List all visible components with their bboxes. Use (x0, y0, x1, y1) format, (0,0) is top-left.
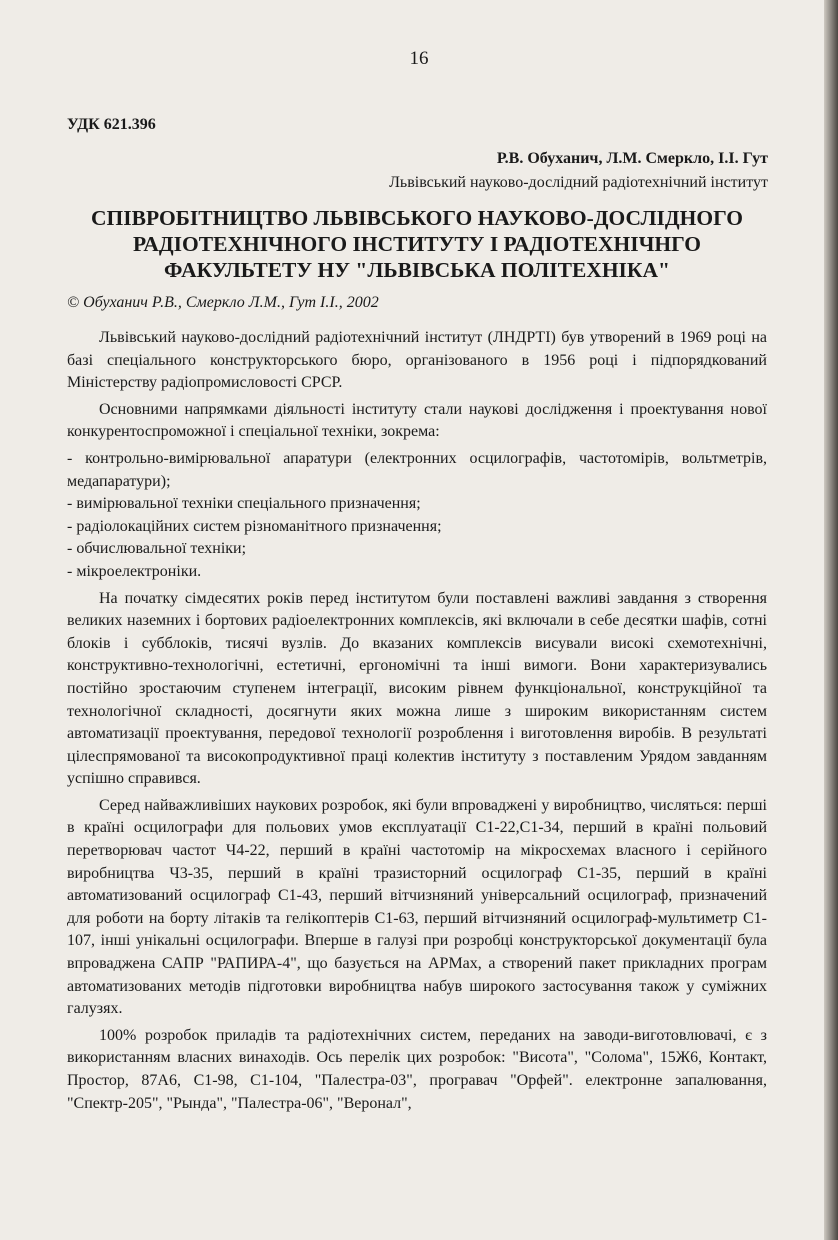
paragraph-directions: Основними напрямками діяльності інституту стали наукові дослідження і проектування нової конкурентоспроможної і спеціальної техніки, зокрема: (67, 400, 767, 441)
list-item: - радіолокаційних систем різноманітного призначення; (67, 517, 442, 535)
udc-code: УДК 621.396 (67, 116, 156, 133)
list-item: - обчислювальної техніки; (67, 540, 247, 558)
copyright-line: © Обуханич Р.В., Смеркло Л.М., Гут І.І., 2002 (67, 294, 379, 311)
paragraph-intro: Львівський науково-дослідний радіотехнічний інститут (ЛНДРТІ) був утворений в 1969 році на базі спеціального конструкторського бюро, організованого в 1956 році і підпорядкований Міністерству радіопромисловості СРСР. (67, 329, 767, 392)
paragraph-inventions: 100% розробок приладів та радіотехнічних систем, переданих на заводи-виготовлювачі, є з використанням власних винаходів. Ось перелік цих розробок: "Висота", "Солома", 15Ж6, Контакт, Простор, 87А6, С1-98, С1-104, "Палестра-03", програвач "Орфей". електронне запалювання, "Спектр-205", "Рында", "Палестра-06", "Веронал", (67, 1026, 767, 1112)
list-item: - вимірювальної техніки спеціального призначення; (67, 495, 421, 513)
page-number: 16 (409, 48, 429, 69)
authors: Р.В. Обуханич, Л.М. Смеркло, І.І. Гут (496, 150, 768, 167)
paragraph-developments: Серед найважливіших наукових розробок, які були впроваджені у виробництво, числяться: перші в країні осцилографи для польових умов експлуатації С1-22,С1-34, перший в країні польовий перетворювач частот Ч4-22, перший в країні частотомір на мікросхемах власного і серійного виробництва Ч3-35, перший в країні тразисторний осцилограф С1-35, перший в країні автоматизований осцилограф С1-43, перший вітчизняний універсальний осцилограф, призначений для роботи на борту літаків та гелікоптерів С1-63, перший вітчизняний осцилограф-мультиметр С1-107, інші унікальні осцилографи. Вперше в галузі при розробці конструкторської документації була впроваджена САПР "РАПИРА-4", що базується на АРМах, а створений пакет прикладних програм автоматизованих методів підготовки виробництва набув широкого застосування також у суміжних галузях. (67, 796, 767, 1018)
article-title: СПІВРОБІТНИЦТВО ЛЬВІВСЬКОГО НАУКОВО-ДОСЛІДНОГО РАДІОТЕХНІЧНОГО ІНСТИТУТУ І РАДІОТЕХНІЧНГО ФАКУЛЬТЕТУ НУ "ЛЬВІВСЬКА ПОЛІТЕХНІКА" (90, 206, 743, 282)
list-item: - контрольно-вимірювальної апаратури (електронних осцилографів, частотомірів, вольтметрів, медапаратури); (67, 449, 767, 490)
list-item: - мікроелектроніки. (67, 562, 202, 580)
paragraph-seventies: На початку сімдесятих років перед інститутом були поставлені важливі завдання з створення великих наземних і бортових радіоелектронних комплексів, які включали в себе десятки шафів, сотні блоків і субблоків, тисячі вузлів. До вказаних комплексів висували високі схемотехнічні, конструктивно-технологічні, естетичні, ергономічні та інші вимоги. Вони характеризувались постійно зростаючим ступенем інтеграції, високим рівнем функціональної, конструкційної та технологічної складності, досягнути яких можна лише з широким використанням систем автоматизації проектування, передової технології розроблення і виготовлення виробів. В результаті цілеспрямованої та високопродуктивної праці колектив інституту з поставленим Урядом завданням успішно справився. (67, 589, 767, 788)
page-edge-shadow (824, 0, 838, 1240)
article-body (67, 327, 767, 1119)
affiliation: Львівський науково-дослідний радіотехнічний інститут (389, 174, 768, 191)
